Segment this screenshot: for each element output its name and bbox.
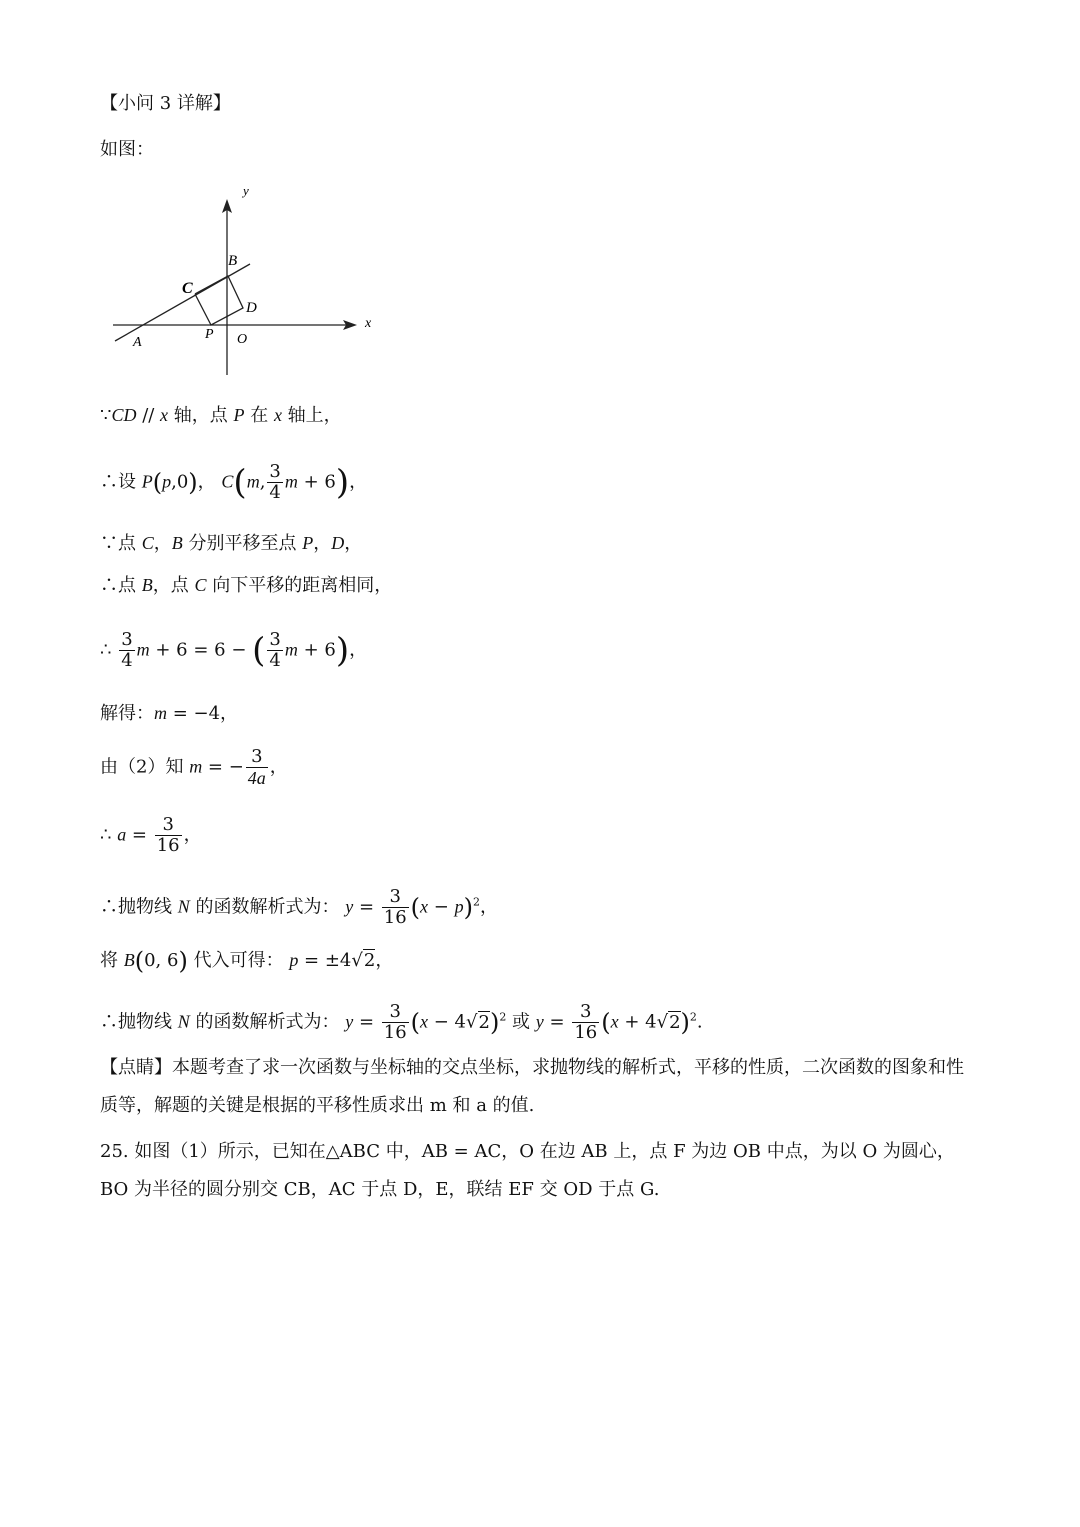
- line-substitute-b: 将 B(0, 6) 代入可得： p = ±4√2，: [100, 947, 394, 975]
- line-ab: [115, 264, 250, 341]
- line-equation: ∴ $\frac{3}{4}$ m + 6 = 6 − ( $\frac{3}{4}$ m + 6)，: [100, 629, 368, 671]
- line-translation: ∵点 C，B 分别平移至点 P，D，: [100, 533, 363, 554]
- section-heading: 【小问 3 详解】: [100, 93, 231, 114]
- label-y: y: [243, 183, 249, 198]
- label-p: P: [205, 327, 214, 342]
- figure-intro: 如图：: [100, 139, 154, 160]
- comment-paragraph: 【点睛】本题考查了求一次函数与坐标轴的交点坐标，求抛物线的解析式，平移的性质，二次函数的图象和性质等，解题的关键是根据的平移性质求出 m 和 a 的值.: [100, 1057, 964, 1116]
- line-parabola-general: ∴抛物线 N 的函数解析式为： y = $\frac{3}{16}$ $(x - p)^2$，: [100, 886, 498, 928]
- label-o: O: [237, 332, 248, 347]
- rectangle-cbdp: [195, 276, 243, 325]
- line-cd-parallel: ∵CD // x 轴，点 P 在 x 轴上，: [100, 405, 342, 426]
- line-same-distance: ∴点 B，点 C 向下平移的距离相同，: [100, 575, 393, 596]
- line-m-from-2: 由（2）知 m = − $\frac{3}{4a}$ ，: [100, 746, 288, 788]
- line-parabola-final: ∴抛物线 N 的函数解析式为： y = $\frac{3}{16}$ $(x - 4√2)^2$ 或 y = $\frac{3}{16}$ $(x + 4√2)^2$.: [100, 1001, 703, 1043]
- line-set-points: ∴设 P(p,0)， C(m, $\frac{3}{4}$ m + 6)，: [100, 461, 368, 503]
- coordinate-figure: [105, 175, 395, 385]
- question-25: 25. 如图（1）所示，已知在△ABC 中，AB = AC，O 在边 AB 上，点 F 为边 OB 中点，为以 O 为圆心，BO 为半径的圆分别交 CB，AC 于点 D，E，联结 EF 交 OD 于点 G.: [100, 1141, 955, 1200]
- label-d: D: [246, 300, 257, 316]
- line-solve-m: 解得：m = −4，: [100, 703, 239, 724]
- label-b: B: [228, 253, 238, 269]
- label-c: C: [182, 280, 193, 297]
- label-x: x: [365, 316, 372, 331]
- label-a: A: [133, 335, 142, 350]
- line-a-value: ∴ a = $\frac{3}{16}$ ，: [100, 814, 202, 856]
